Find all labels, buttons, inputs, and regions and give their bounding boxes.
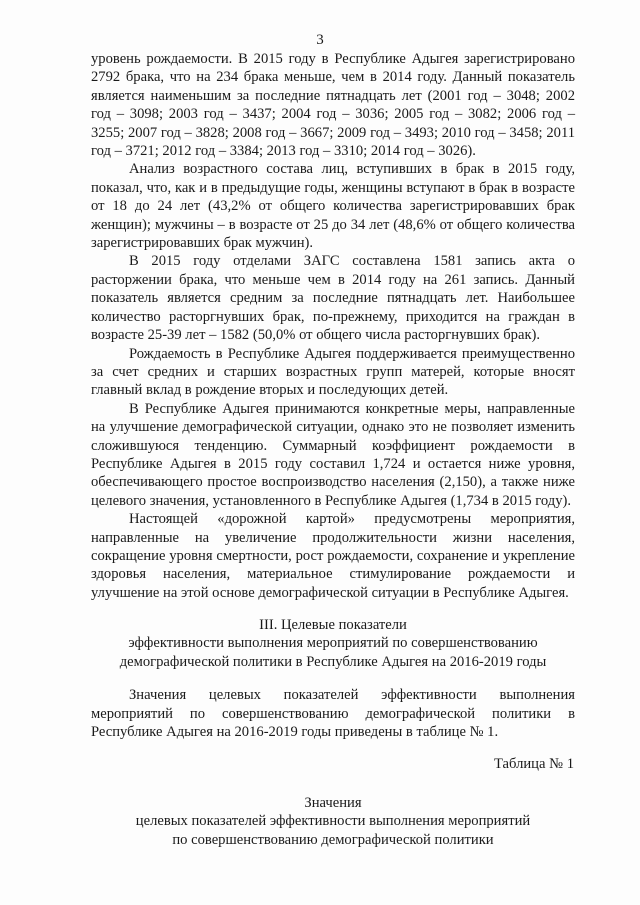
section-heading-line3: демографической политики в Республике Адыгея на 2016-2019 годы bbox=[119, 653, 547, 670]
table-title-line3: по совершенствованию демографической политики bbox=[172, 831, 494, 848]
paragraph-marriages: уровень рождаемости. В 2015 году в Республике Адыгея зарегистрировано 2792 брака, что на 234 брака меньше, чем в 2014 году. Данный показатель является наименьшим за последние пятнадцать лет (2001 год – 3048; 2002 год – 3098; 2003 год – 3437; 2004 год – 3036; 2005 год – 3082; 2006 год – 3255; 2007 год – 3828; 2008 год – 3667; 2009 год – 3493; 2010 год – 3458; 2011 год – 3721; 2012 год – 3384; 2013 год – 3310; 2014 год – 3026). bbox=[91, 51, 575, 160]
intro-paragraph: Значения целевых показателей эффективности выполнения мероприятий по совершенствованию демографической политики в Республике Адыгея на 2016-2019 годы приведены в таблице № 1. bbox=[91, 687, 575, 741]
section-heading bbox=[91, 616, 575, 671]
body-text bbox=[91, 50, 575, 602]
table-title bbox=[91, 794, 575, 849]
table-title-line1: Значения bbox=[304, 795, 362, 811]
paragraph-age-analysis: Анализ возрастного состава лиц, вступивших в брак в 2015 году, показал, что, как и в предыдущие годы, женщины вступают в брак в возрасте от 18 до 24 лет (43,2% от общего количества зарегистрировавших брак женщин); мужчины – в возрасте от 25 до 34 лет (48,6% от общего количества зарегистрировавших брак мужчин). bbox=[91, 161, 575, 252]
paragraph-measures: В Республике Адыгея принимаются конкретные меры, направленные на улучшение демографической ситуации, однако это не позволяет изменить сложившуюся тенденцию. Суммарный коэффициент рождаемости в Республике Адыгея в 2015 году составил 1,724 и остается ниже уровня, обеспечивающего простое воспроизводство населения (2,150), а также ниже целевого значения, установленного в Республике Адыгея (1,734 в 2015 году). bbox=[91, 400, 575, 509]
section-heading-line2: эффективности выполнения мероприятий по совершенствованию bbox=[128, 635, 538, 652]
intro-text bbox=[91, 686, 575, 742]
page-number: 3 bbox=[316, 32, 324, 48]
section-heading-line1: III. Целевые показатели bbox=[259, 617, 407, 633]
paragraph-divorces: В 2015 году отделами ЗАГС составлена 1581 запись акта о расторжении брака, что меньше чем в 2014 году на 261 запись. Данный показатель является средним за последние пятнадцать лет. Наибольшее количество расторгнувших брак, по-прежнему, приходится на граждан в возрасте 25-39 лет – 1582 (50,0% от общего числа расторгнувших брак). bbox=[91, 253, 575, 344]
paragraph-roadmap: Настоящей «дорожной картой» предусмотрены мероприятия, направленные на увеличение продолжительности жизни населения, сокращение уровня смертности, рост рождаемости, сохранение и укрепление здоровья населения, материальное стимулирование рождаемости и улучшение на этой основе демографической ситуации в Республике Адыгея. bbox=[91, 511, 575, 601]
table-label: Таблица № 1 bbox=[494, 756, 574, 772]
table-title-line2: целевых показателей эффективности выполнения мероприятий bbox=[135, 813, 531, 830]
paragraph-birth-rate: Рождаемость в Республике Адыгея поддерживается преимущественно за счет средних и старших возрастных групп матерей, которые вносят главный вклад в рождение вторых и последующих детей. bbox=[91, 345, 575, 399]
